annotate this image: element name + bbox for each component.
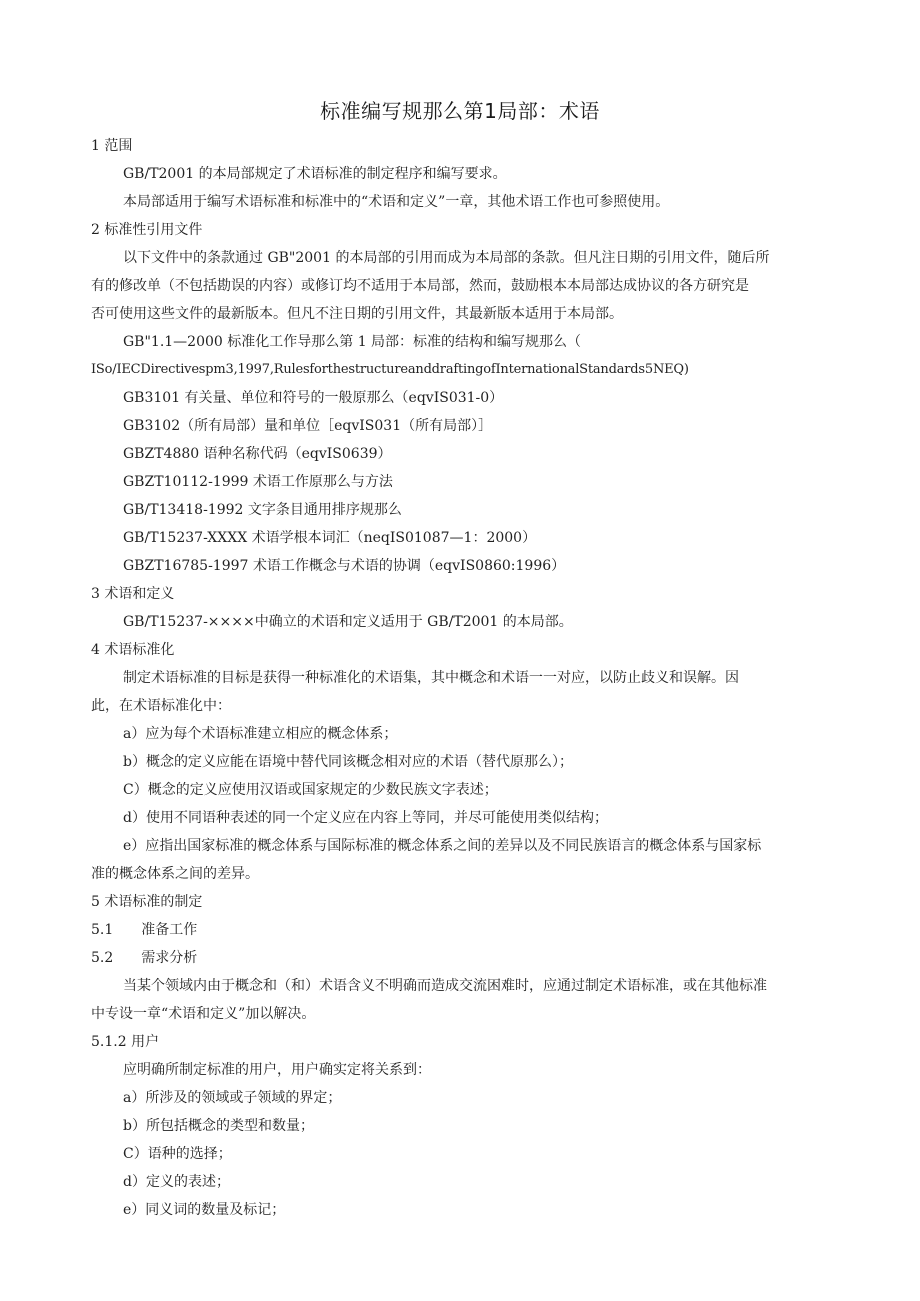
section-heading: 5.2 需求分析 [91, 950, 198, 966]
section-heading: 1 范围 [91, 138, 133, 154]
paragraph-line: GBZT16785-1997 术语工作概念与术语的协调（eqvIS0860:1996） [123, 558, 566, 574]
paragraph-line: d）定义的表述； [123, 1174, 230, 1190]
paragraph-line: 制定术语标准的目标是获得一种标准化的术语集，其中概念和术语一一对应，以防止歧义和误解。因 [123, 670, 739, 686]
section-heading: 2 标准性引用文件 [91, 222, 203, 238]
paragraph-line: C）语种的选择； [123, 1146, 232, 1162]
paragraph-line: C）概念的定义应使用汉语或国家规定的少数民族文字表述； [123, 782, 498, 798]
paragraph-line: GB/T2001 的本局部规定了术语标准的制定程序和编写要求。 [123, 166, 507, 182]
paragraph-line: 以下文件中的条款通过 GB"2001 的本局部的引用而成为本局部的条款。但凡注日期的引用文件，随后所 [123, 250, 770, 266]
section-heading: 3 术语和定义 [91, 586, 175, 602]
paragraph-line: a）应为每个术语标准建立相应的概念体系； [123, 726, 398, 742]
paragraph-line: 中专设一章“术语和定义”加以解决。 [91, 1006, 316, 1022]
paragraph-line: b）所包括概念的类型和数量； [123, 1118, 314, 1134]
paragraph-line: ISo/IECDirectivespm3,1997,RulesforthestructureanddraftingofInternationalStandards5NEQ) [91, 362, 689, 377]
paragraph-line: e）应指出国家标准的概念体系与国际标准的概念体系之间的差异以及不同民族语言的概念体系与国家标 [123, 838, 762, 854]
paragraph-line: GB/T15237-XXXX 术语学根本词汇（neqIS01087—1：2000） [123, 530, 537, 546]
section-heading: 5 术语标准的制定 [91, 894, 203, 910]
paragraph-line: 有的修改单（不包括勘误的内容）或修订均不适用于本局部，然而，鼓励根本本局部达成协议的各方研究是 [91, 278, 749, 294]
paragraph-line: GB3101 有关量、单位和符号的一般原那么（eqvIS031-0） [123, 390, 504, 406]
paragraph-line: GB/T15237-××××中确立的术语和定义适用于 GB/T2001 的本局部。 [123, 614, 573, 630]
document-body [91, 132, 831, 1224]
section-heading: 5.1 准备工作 [91, 922, 198, 938]
paragraph-line: GB"1.1—2000 标准化工作导那么第 1 局部：标准的结构和编写规那么（ [123, 334, 582, 350]
paragraph-line: 准的概念体系之间的差异。 [91, 866, 259, 882]
paragraph-line: 应明确所制定标准的用户，用户确实定将关系到： [123, 1062, 431, 1078]
paragraph-line: 当某个领域内由于概念和（和）术语含义不明确而造成交流困难时，应通过制定术语标准，或在其他标准 [123, 978, 767, 994]
paragraph-line: 本局部适用于编写术语标准和标准中的“术语和定义”一章，其他术语工作也可参照使用。 [123, 194, 670, 210]
section-heading: 5.1.2 用户 [91, 1034, 160, 1050]
paragraph-line: d）使用不同语种表述的同一个定义应在内容上等同，并尽可能使用类似结构； [123, 810, 608, 826]
section-heading: 4 术语标准化 [91, 642, 175, 658]
paragraph-line: a）所涉及的领域或子领域的界定； [123, 1090, 342, 1106]
paragraph-line: GB/T13418-1992 文字条目通用排序规那么 [123, 502, 402, 518]
paragraph-line: GBZT10112-1999 术语工作原那么与方法 [123, 474, 393, 490]
paragraph-line: 否可使用这些文件的最新版本。但凡不注日期的引用文件，其最新版本适用于本局部。 [91, 306, 623, 322]
paragraph-line: GB3102（所有局部）量和单位［eqvIS031（所有局部）］ [123, 418, 493, 434]
paragraph-line: 此，在术语标准化中： [91, 698, 231, 714]
paragraph-line: GBZT4880 语种名称代码（eqvIS0639） [123, 446, 392, 462]
paragraph-line: e）同义词的数量及标记； [123, 1202, 286, 1218]
document-title: 标准编写规那么第1局部：术语 [320, 99, 600, 123]
paragraph-line: b）概念的定义应能在语境中替代同该概念相对应的术语（替代原那么）； [123, 754, 573, 770]
